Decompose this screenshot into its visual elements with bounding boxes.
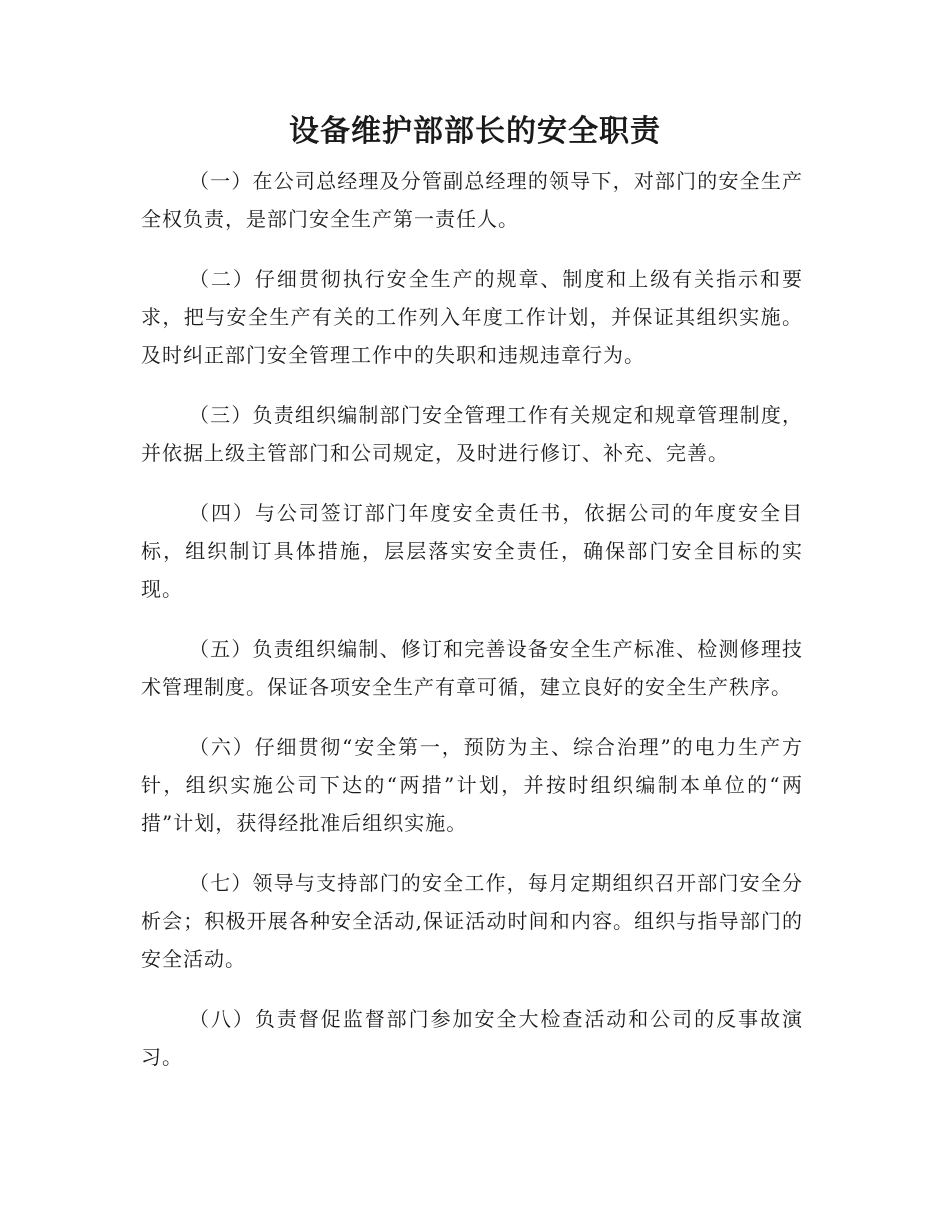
paragraph-7: （七）领导与支持部门的安全工作，每月定期组织召开部门安全分析会；积极开展各种安全活动,保证活动时间和内容。组织与指导部门的安全活动。 bbox=[141, 871, 803, 971]
paragraph-5: （五）负责组织编制、修订和完善设备安全生产标准、检测修理技术管理制度。保证各项安全生产有章可循，建立良好的安全生产秩序。 bbox=[141, 637, 803, 699]
document-body bbox=[141, 162, 803, 1098]
paragraph-1: （一）在公司总经理及分管副总经理的领导下，对部门的安全生产全权负责，是部门安全生产第一责任人。 bbox=[141, 169, 803, 231]
paragraph-4: （四）与公司签订部门年度安全责任书，依据公司的年度安全目标，组织制订具体措施，层层落实安全责任，确保部门安全目标的实现。 bbox=[141, 501, 803, 601]
document-title: 设备维护部部长的安全职责 bbox=[289, 114, 661, 149]
paragraph-6: （六）仔细贯彻“安全第一，预防为主、综合治理”的电力生产方针，组织实施公司下达的“两措”计划，并按时组织编制本单位的“两措”计划，获得经批准后组织实施。 bbox=[141, 735, 803, 835]
paragraph-2: （二）仔细贯彻执行安全生产的规章、制度和上级有关指示和要求，把与安全生产有关的工作列入年度工作计划，并保证其组织实施。及时纠正部门安全管理工作中的失职和违规违章行为。 bbox=[141, 267, 803, 367]
paragraph-8: （八）负责督促监督部门参加安全大检查活动和公司的反事故演习。 bbox=[141, 1007, 803, 1069]
paragraph-3: （三）负责组织编制部门安全管理工作有关规定和规章管理制度，并依据上级主管部门和公司规定，及时进行修订、补充、完善。 bbox=[141, 403, 803, 465]
